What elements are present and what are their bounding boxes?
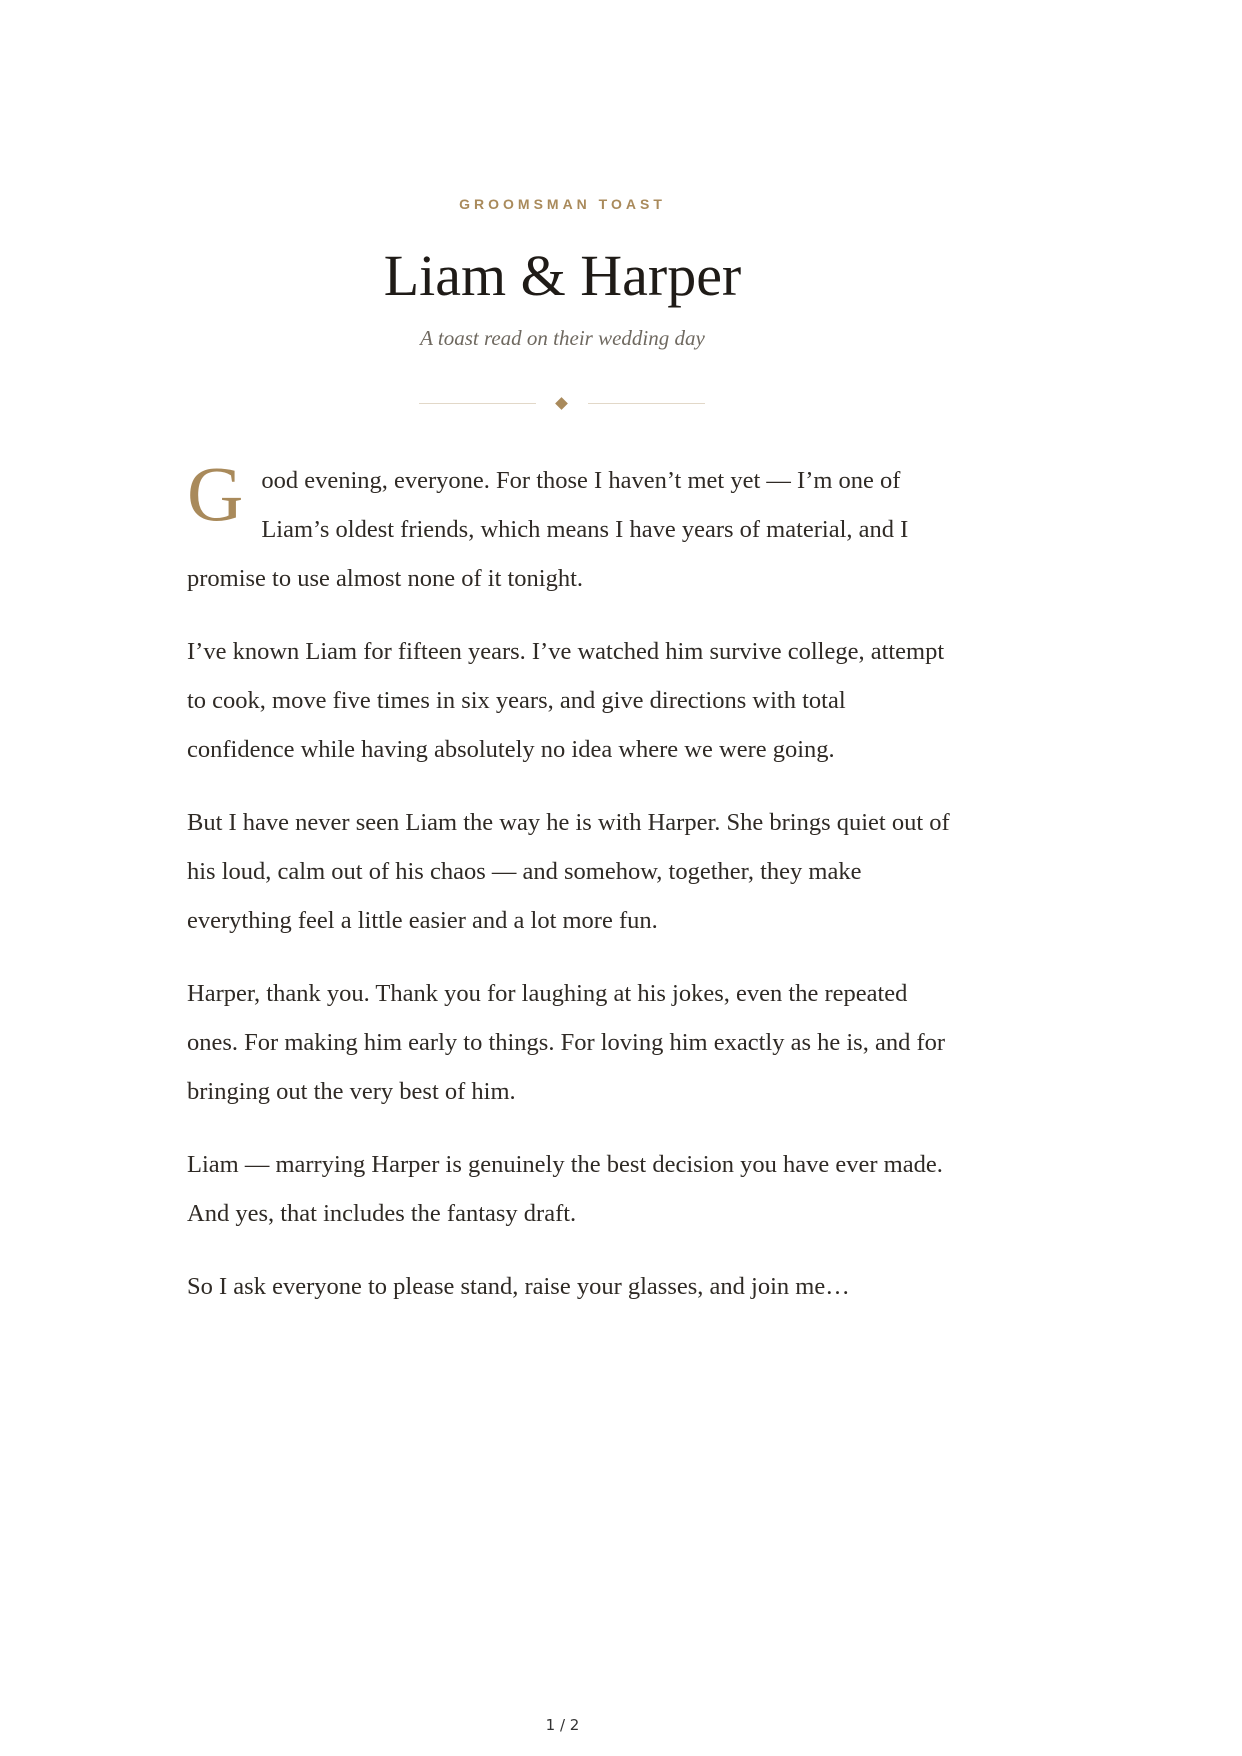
paragraph-6: So I ask everyone to please stand, raise your glasses, and join me… <box>187 1273 850 1300</box>
paragraph-3: But I have never seen Liam the way he is with Harper. She brings quiet out of his loud, calm out of his chaos — and somehow, together, they make everything feel a little easier and a lot more fun. <box>187 809 950 934</box>
paragraph-4: Harper, thank you. Thank you for laughing at his jokes, even the repeated ones. For making him early to things. For loving him exactly as he is, and for bringing out the very best of him. <box>187 980 946 1105</box>
ornamental-divider <box>419 396 705 412</box>
divider-line-left <box>419 403 536 404</box>
paragraph-1 <box>187 450 957 603</box>
page-title: Liam & Harper <box>383 243 742 308</box>
paragraph-1-text: ood evening, everyone. For those I haven’t met yet — I’m one of Liam’s oldest friends, which means I have years of material, and I promise to use almost none of it tonight. <box>187 467 909 592</box>
drop-cap: G <box>187 450 244 537</box>
diamond-ornament-icon <box>555 397 568 410</box>
page-number: 1 / 2 <box>545 1716 580 1734</box>
toast-body <box>187 450 957 1335</box>
paragraph-5: Liam — marrying Harper is genuinely the best decision you have ever made. And yes, that includes the fantasy draft. <box>187 1151 943 1227</box>
toast-label: GROOMSMAN TOAST <box>459 196 666 212</box>
page-subtitle: A toast read on their wedding day <box>420 326 705 350</box>
divider-line-right <box>588 403 705 404</box>
paragraph-2: I’ve known Liam for fifteen years. I’ve watched him survive college, attempt to cook, move five times in six years, and give directions with total confidence while having absolutely no idea where we were going. <box>187 638 945 763</box>
